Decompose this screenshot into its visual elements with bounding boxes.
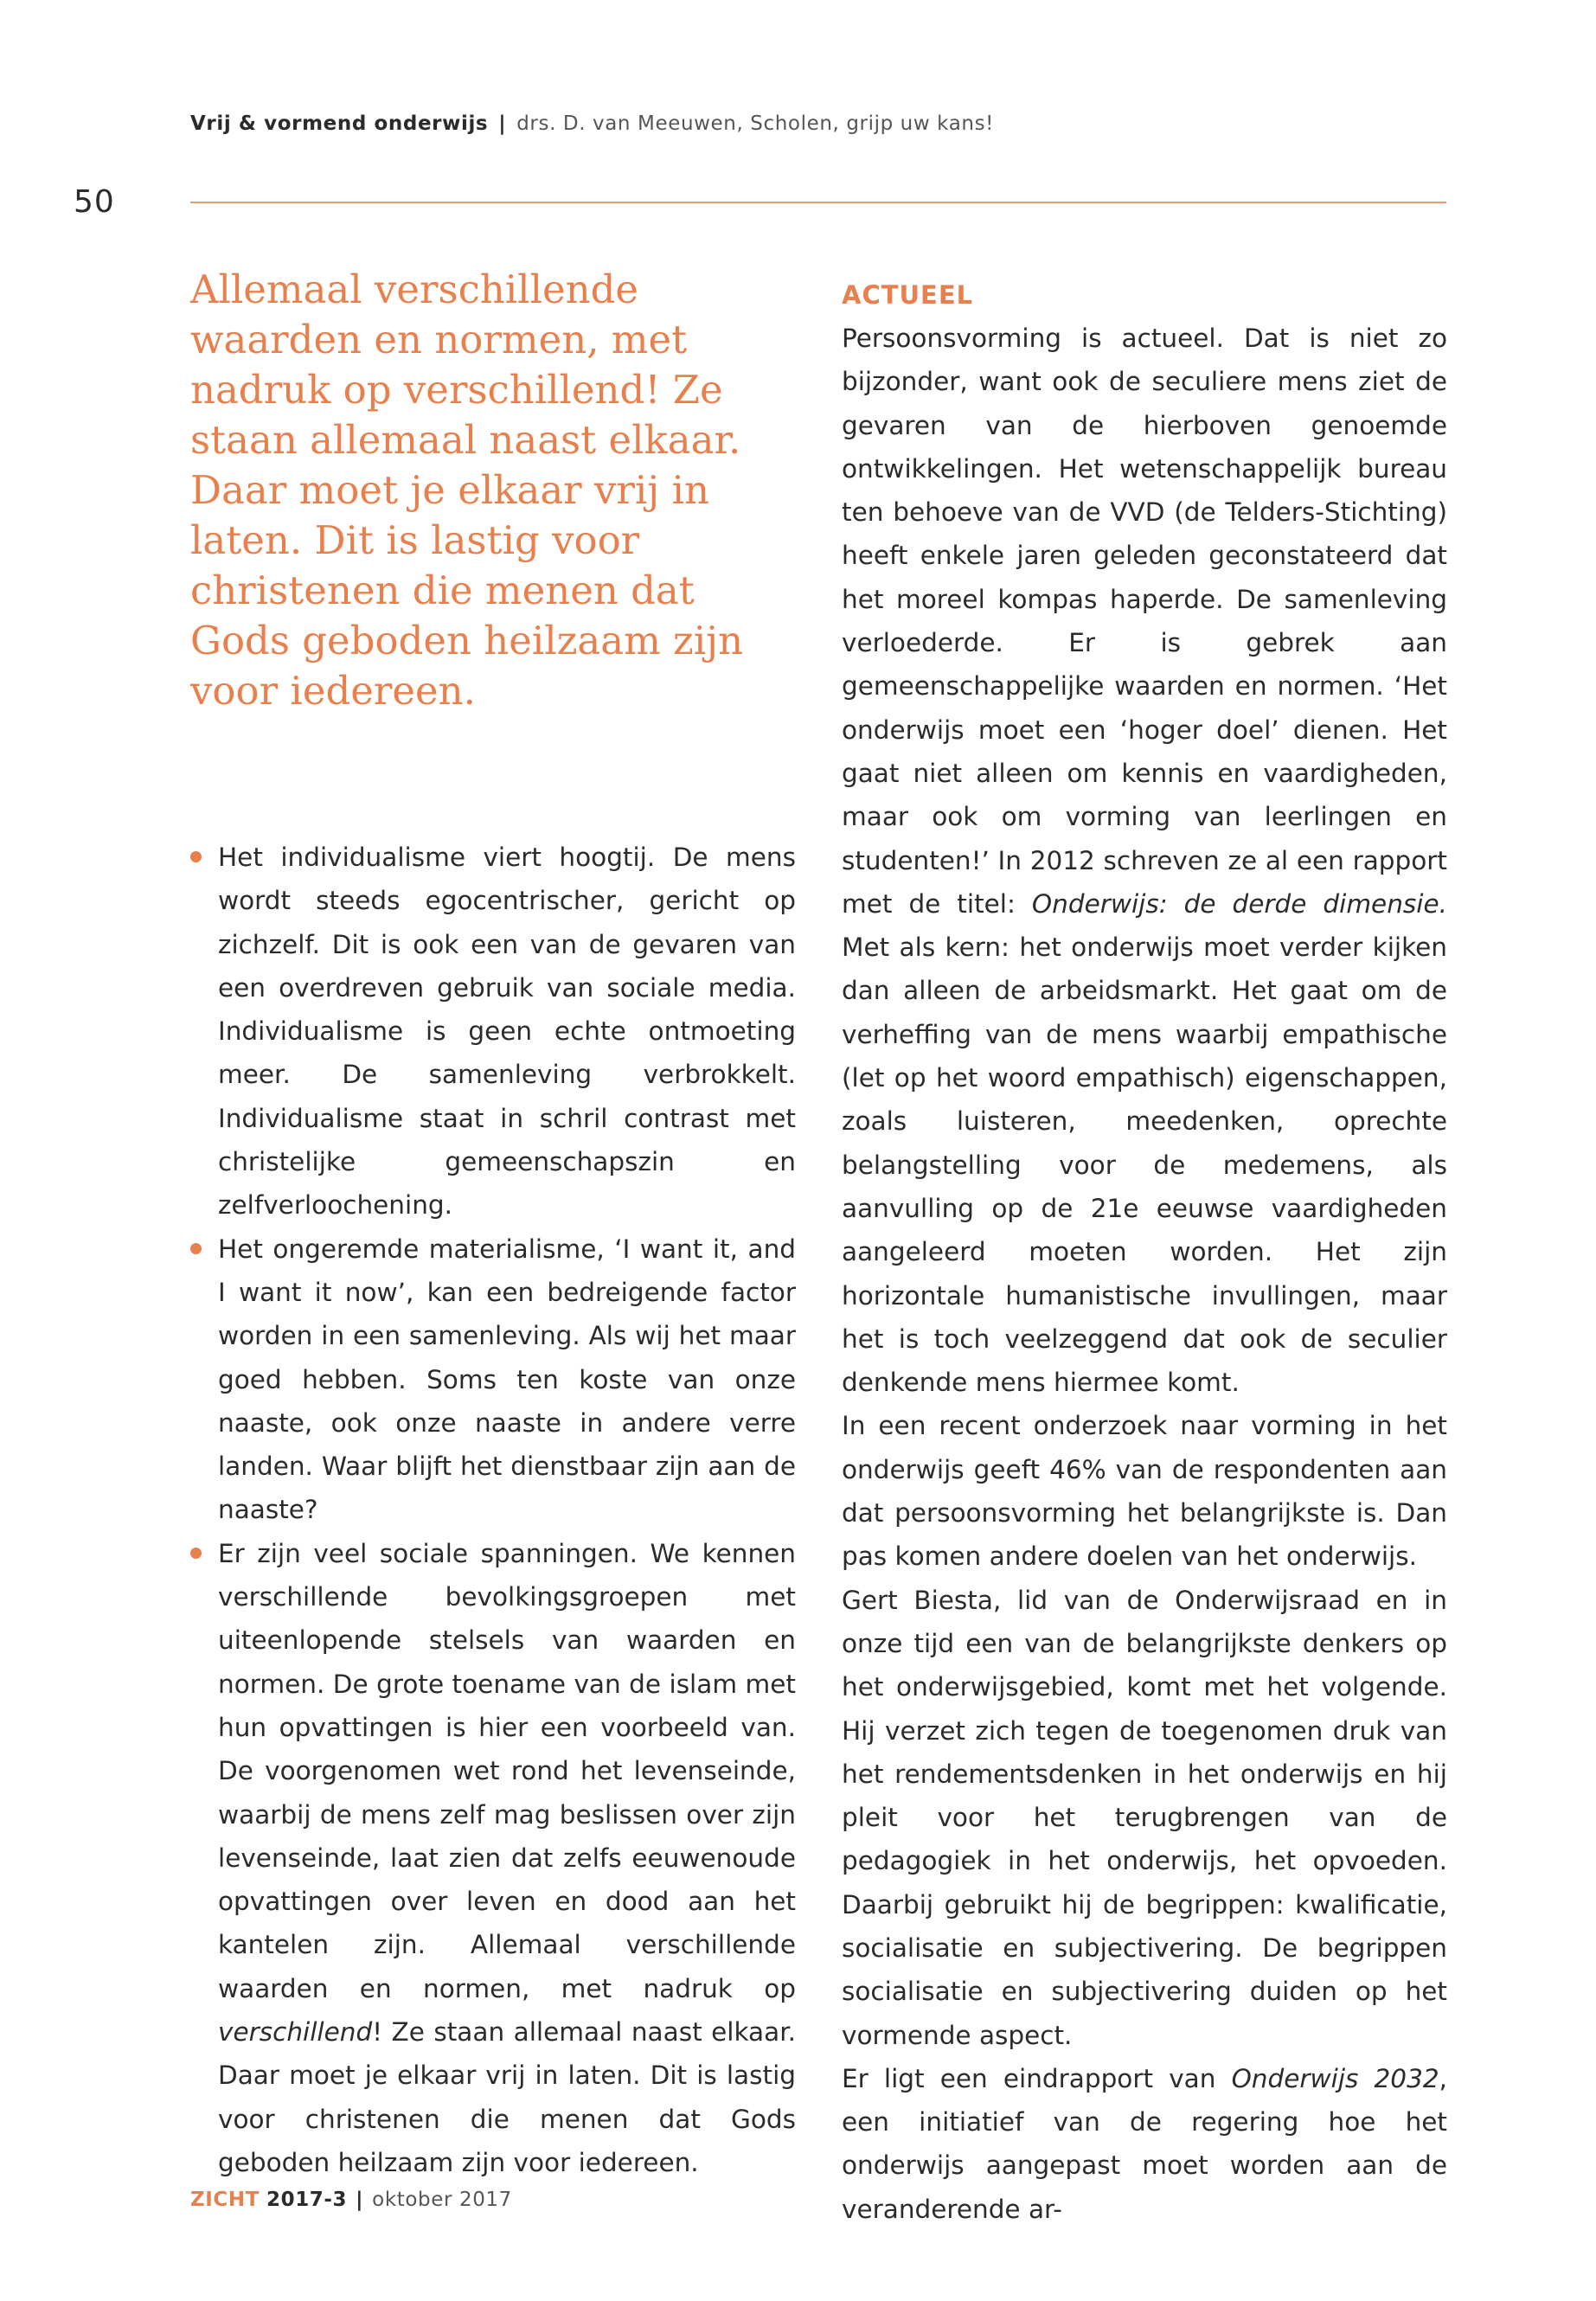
right-column xyxy=(842,273,1447,2231)
paragraph xyxy=(842,2057,1447,2231)
report-title: Onderwijs 2032 xyxy=(1231,2063,1439,2093)
pullquote-text: Allemaal verschillende waarden en normen, met nadruk op verschillend! Ze staan allemaal naast elkaar. Daar moet je elkaar vrij in laten. Dit is lastig voor christenen die menen dat Gods geboden heilzaam zijn voor iedereen. xyxy=(190,266,744,714)
bullet-text xyxy=(218,1539,796,2177)
header-separator: | xyxy=(498,112,507,135)
footer xyxy=(190,2189,512,2211)
report-title: Onderwijs: de derde dimensie. xyxy=(1031,888,1447,919)
bullet-icon xyxy=(190,1243,202,1254)
section-heading: ACTUEEL xyxy=(842,280,974,310)
bullet-text: Het individualisme viert hoogtij. De mens wordt steeds egocentrischer, gericht op zichzelf. Dit is ook een van de gevaren van een overdreven gebruik van sociale media. Individualisme is geen echte ontmoeting meer. De samenleving verbrokkelt. Individualisme staat in schril contrast met christelijke gemeenschapszin en zelfverloochening. xyxy=(218,843,796,1221)
paragraph-text: Met als kern: het onderwijs moet verder kijken dan alleen de arbeidsmarkt. Het gaat om de verheffing van de mens waarbij empathische (let op het woord empathisch) eigenschappen, zoals luisteren, meedenken, oprechte belangstelling voor de medemens, als aanvulling op de 21e eeuwse vaardigheden aangeleerd moeten worden. Het zijn horizontale humanistische invullingen, maar het is toch veelzeggend dat ook de seculier denkende mens hiermee komt. xyxy=(842,933,1447,1398)
page-number: 50 xyxy=(74,184,115,220)
issue-date: oktober 2017 xyxy=(372,2189,512,2211)
pullquote xyxy=(190,265,796,716)
bullet-text: Het ongeremde materialisme, ‘I want it, and I want it now’, kan een bedreigende factor worden in een samenleving. Als wij het maar goed hebben. Soms ten koste van onze naaste, ook onze naaste in andere verre landen. Waar blijft het dienstbaar zijn aan de naaste? xyxy=(218,1234,796,1525)
article-author-title: drs. D. van Meeuwen, Scholen, grijp uw kans! xyxy=(516,112,994,135)
magazine-name: ZICHT xyxy=(190,2189,260,2211)
paragraph xyxy=(842,317,1447,1404)
header-rule xyxy=(190,202,1446,203)
paragraph-text: , een initiatief van de regering hoe het onderwijs aangepast moet worden aan de veranderende ar- xyxy=(842,2063,1447,2224)
bullet-list xyxy=(190,836,796,2184)
left-column xyxy=(190,836,796,2184)
bullet-icon xyxy=(190,851,202,862)
paragraph: Gert Biesta, lid van de Onderwijsraad en in onze tijd een van de belangrijkste denkers op het onderwijsgebied, komt met het volgende. Hij verzet zich tegen de toegenomen druk van het rendementsdenken in het onderwijs en hij pleit voor het terugbrengen van de pedagogiek in het onderwijs, het opvoeden. Daarbij gebruikt hij de begrippen: kwalificatie, socialisatie en subjectivering. De begrippen socialisatie en subjectivering duiden op het vormende aspect. xyxy=(842,1585,1447,2050)
emphasis: verschillend xyxy=(218,2017,373,2048)
bullet-text-part: Er zijn veel sociale spanningen. We kennen verschillende bevolkingsgroepen met uiteenlopende stelsels van waarden en normen. De grote toename van de islam met hun opvattingen is hier een voorbeeld van. De voorgenomen wet rond het levenseinde, waarbij de mens zelf mag beslissen over zijn levenseinde, laat zien dat zelfs eeuwenoude opvattingen over leven en dood aan het kantelen zijn. Allemaal verschillende waarden en normen, met nadruk op xyxy=(218,1538,796,2003)
list-item xyxy=(190,1532,796,2184)
paragraph: In een recent onderzoek naar vorming in het onderwijs geeft 46% van de respondenten aan dat persoonsvorming het belangrijkste is. Dan pas komen andere doelen van het onderwijs. xyxy=(842,1411,1447,1572)
list-item xyxy=(190,1227,796,1532)
paragraph-text: Er ligt een eindrapport van xyxy=(842,2063,1232,2093)
series-title: Vrij & vormend onderwijs xyxy=(190,112,489,135)
list-item xyxy=(190,836,796,1227)
paragraph-text: Persoonsvorming is actueel. Dat is niet zo bijzonder, want ook de seculiere mens ziet de gevaren van de hierboven genoemde ontwikkelingen. Het wetenschappelijk bureau ten behoeve van de VVD (de Telders-Stichting) heeft enkele jaren geleden geconstateerd dat het moreel kompas haperde. De samenleving verloederde. Er is gebrek aan gemeenschappelijke waarden en normen. ‘Het onderwijs moet een ‘hoger doel’ dienen. Het gaat niet alleen om kennis en vaardigheden, maar ook om vorming van leerlingen en studenten!’ In 2012 schreven ze al een rapport met de titel: xyxy=(842,324,1447,919)
issue-number: 2017-3 xyxy=(266,2189,348,2211)
bullet-icon xyxy=(190,1548,202,1559)
footer-separator: | xyxy=(356,2189,364,2211)
running-header xyxy=(190,112,994,135)
bullet-text-part: ! Ze staan allemaal naast elkaar. Daar moet je elkaar vrij in laten. Dit is lastig voor christenen die menen dat Gods geboden heilzaam zijn voor iedereen. xyxy=(218,2017,796,2177)
